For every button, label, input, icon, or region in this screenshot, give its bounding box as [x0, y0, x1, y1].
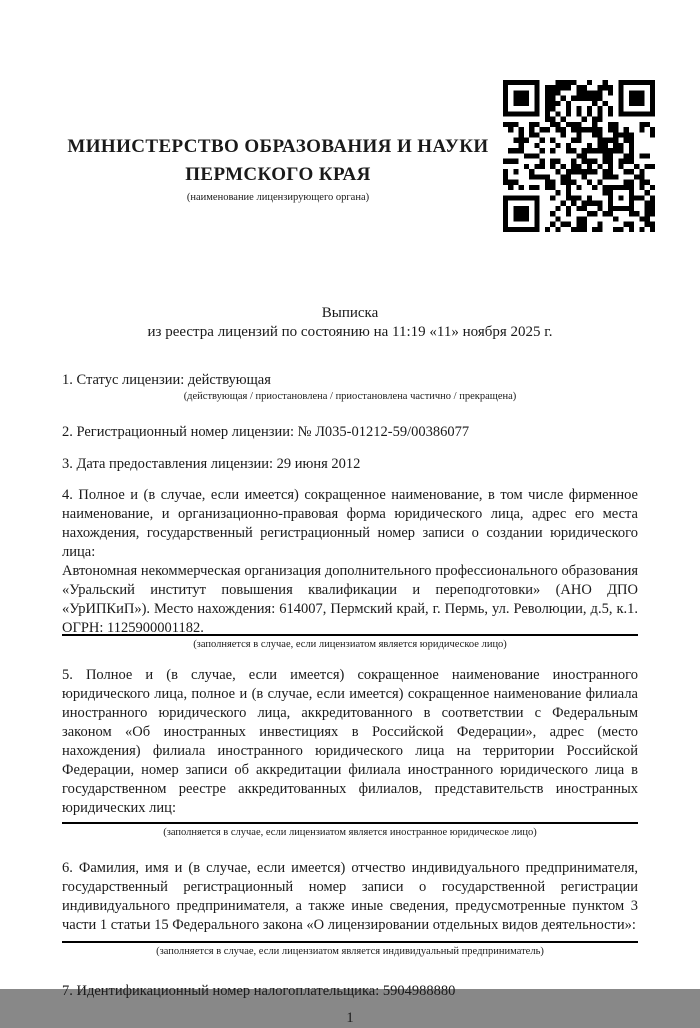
qr-code-icon [503, 80, 655, 232]
foreign-entity-label: 5. Полное и (в случае, если имеется) сокращенное наименование иностранного юридического лица, полное и (в случае, если имеется) сокращенное наименование филиала иностранного юридического лица, аккредитованного в соответствии с Федеральным законом «Об иностранных инвестициях в Российской Федерации», адрес (место нахождения) филиала иностранного юридического лица на территории Российской Федерации, номер записи об аккредитации филиала иностранного юридического лица в государственном реестре аккредитованных филиалов, представительств иностранных юридических лиц: [62, 667, 638, 816]
license-grant-date-item: 3. Дата предоставления лицензии: 29 июня 2012 [62, 456, 361, 472]
license-status-options-caption: (действующая / приостановлена / приостановлена частично / прекращена) [183, 391, 517, 402]
individual-entrepreneur-field-line [62, 941, 638, 943]
ministry-caption: (наименование лицензирующего органа) [186, 192, 370, 203]
licensing-authority-block [62, 133, 494, 205]
foreign-entity-item [62, 666, 638, 840]
legal-entity-label: 4. Полное и (в случае, если имеется) сокращенное наименование, в том числе фирменное наименование, и организационно-правовая форма юридического лица, адрес его места нахождения, государственный регистрационный номер записи о создании юридического лица: [62, 487, 638, 560]
ministry-name-line2: ПЕРМСКОГО КРАЯ [185, 164, 371, 185]
individual-entrepreneur-label: 6. Фамилия, имя и (в случае, если имеется) отчество индивидуального предпринимателя, государственный регистрационный номер записи о государственной регистрации индивидуального предпринимателя, а также иные сведения, предусмотренные пунктом 3 части 1 статьи 15 Федерального закона «О лицензировании отдельных видов деятельности»: [62, 860, 638, 933]
document-title [62, 304, 638, 342]
page-number: 1 [346, 1010, 354, 1026]
taxpayer-number-item: 7. Идентификационный номер налогоплательщика: 5904988880 [62, 983, 456, 999]
foreign-entity-field-caption: (заполняется в случае, если лицензиатом является иностранное юридическое лицо) [163, 827, 537, 838]
legal-entity-item [62, 486, 638, 652]
individual-entrepreneur-item [62, 859, 638, 959]
legal-entity-value: Автономная некоммерческая организация дополнительного профессионального образования «Уральский институт повышения квалификации и переподготовки» (АНО ДПО «УрИПКиП»). Место нахождения: 614007, Пермский край, г. Пермь, ул. Революции, д.5, к.1. ОГРН: 1125900001182. [62, 563, 638, 636]
individual-entrepreneur-field-caption: (заполняется в случае, если лицензиатом является индивидуальный предприниматель) [156, 946, 544, 957]
document-title-line1: Выписка [321, 305, 379, 321]
registration-number-item: 2. Регистрационный номер лицензии: № Л035-01212-59/00386077 [62, 424, 470, 440]
license-status-item: 1. Статус лицензии: действующая [62, 372, 271, 388]
legal-entity-field-caption: (заполняется в случае, если лицензиатом является юридическое лицо) [193, 639, 507, 650]
document-title-line2: из реестра лицензий по состоянию на 11:19 «11» ноября 2025 г. [147, 324, 553, 340]
ministry-name-line1: МИНИСТЕРСТВО ОБРАЗОВАНИЯ И НАУКИ [67, 136, 489, 157]
foreign-entity-field-line [62, 822, 638, 824]
